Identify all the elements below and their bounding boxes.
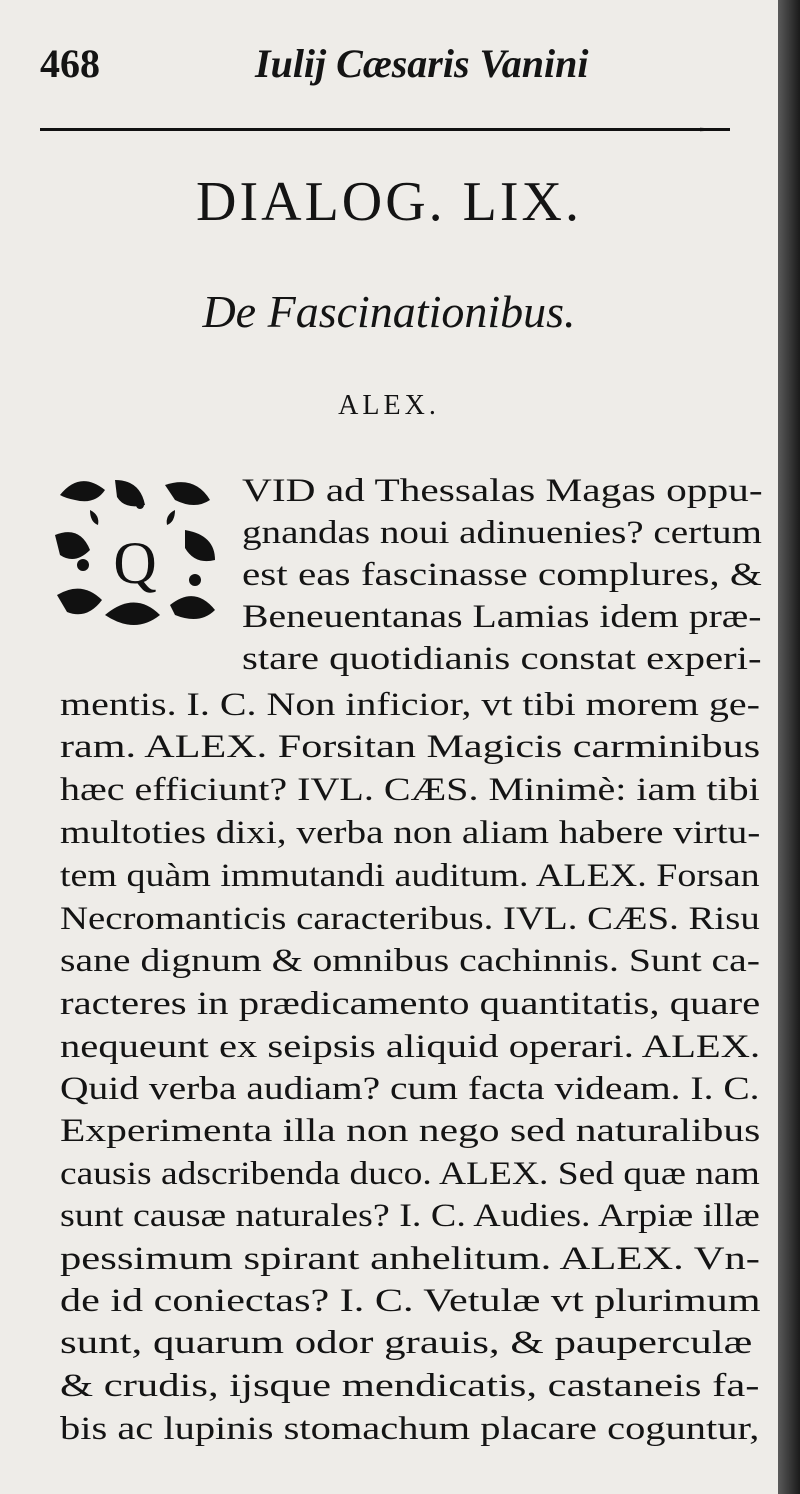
text-line: sunt causæ naturales? I. C. Audies. Arpiæ illæ bbox=[60, 1198, 760, 1234]
text-line: bis ac lupinis stomachum placare coguntur, bbox=[60, 1411, 760, 1447]
drop-cap-letter: Q bbox=[113, 530, 157, 596]
text-line: ram. ALEX. Forsitan Magicis carminibus bbox=[60, 729, 761, 765]
ornamental-drop-cap bbox=[45, 465, 225, 645]
page-number: 468 bbox=[40, 41, 100, 86]
dialog-subtitle: De Fascinationibus. bbox=[202, 286, 576, 337]
text-line: racteres in prædicamento quantitatis, quare bbox=[60, 986, 761, 1022]
text-line: & crudis, ijsque mendicatis, castaneis fa- bbox=[60, 1368, 760, 1404]
speaker-label: ALEX. bbox=[338, 390, 440, 421]
page-header bbox=[40, 40, 740, 90]
text-line: Quid verba audiam? cum facta videam. I. C. bbox=[60, 1071, 760, 1107]
text-line: tem quàm immutandi auditum. ALEX. Forsan bbox=[60, 858, 760, 894]
text-line: pessimum spirant anhelitum. ALEX. Vn- bbox=[60, 1241, 761, 1277]
header-rule bbox=[40, 128, 730, 131]
text-line: sane dignum & omnibus cachinnis. Sunt ca- bbox=[60, 943, 760, 979]
page-edge-shadow bbox=[778, 0, 800, 1494]
running-title: Iulij Cæsaris Vanini bbox=[255, 41, 589, 86]
text-line: sunt, quarum odor grauis, & pauperculæ bbox=[60, 1325, 753, 1361]
ornament-icon bbox=[45, 465, 225, 645]
text-line: VID ad Thessalas Magas oppu- bbox=[242, 473, 763, 509]
text-line: Beneuentanas Lamias idem præ- bbox=[242, 599, 762, 635]
text-line: nequeunt ex seipsis aliquid operari. ALEX. bbox=[60, 1029, 761, 1065]
text-line: Experimenta illa non nego sed naturalibus bbox=[60, 1113, 761, 1149]
dialog-title: DIALOG. LIX. bbox=[196, 171, 582, 233]
text-line: Necromanticis caracteribus. IVL. CÆS. Risu bbox=[60, 901, 760, 937]
text-line: de id coniectas? I. C. Vetulæ vt plurimum bbox=[60, 1283, 761, 1319]
text-line: causis adscribenda duco. ALEX. Sed quæ nam bbox=[60, 1156, 760, 1192]
text-line: multoties dixi, verba non aliam habere virtu- bbox=[60, 815, 761, 851]
text-line: est eas fascinasse complures, & bbox=[242, 557, 762, 593]
text-line: gnandas noui adinuenies? certum bbox=[242, 515, 762, 551]
text-line: stare quotidianis constat experi- bbox=[242, 641, 762, 677]
text-line: mentis. I. C. Non inficior, vt tibi morem ge- bbox=[60, 687, 760, 723]
text-line: hæc efficiunt? IVL. CÆS. Minimè: iam tibi bbox=[60, 772, 760, 808]
header-rule-ornament bbox=[700, 125, 730, 134]
